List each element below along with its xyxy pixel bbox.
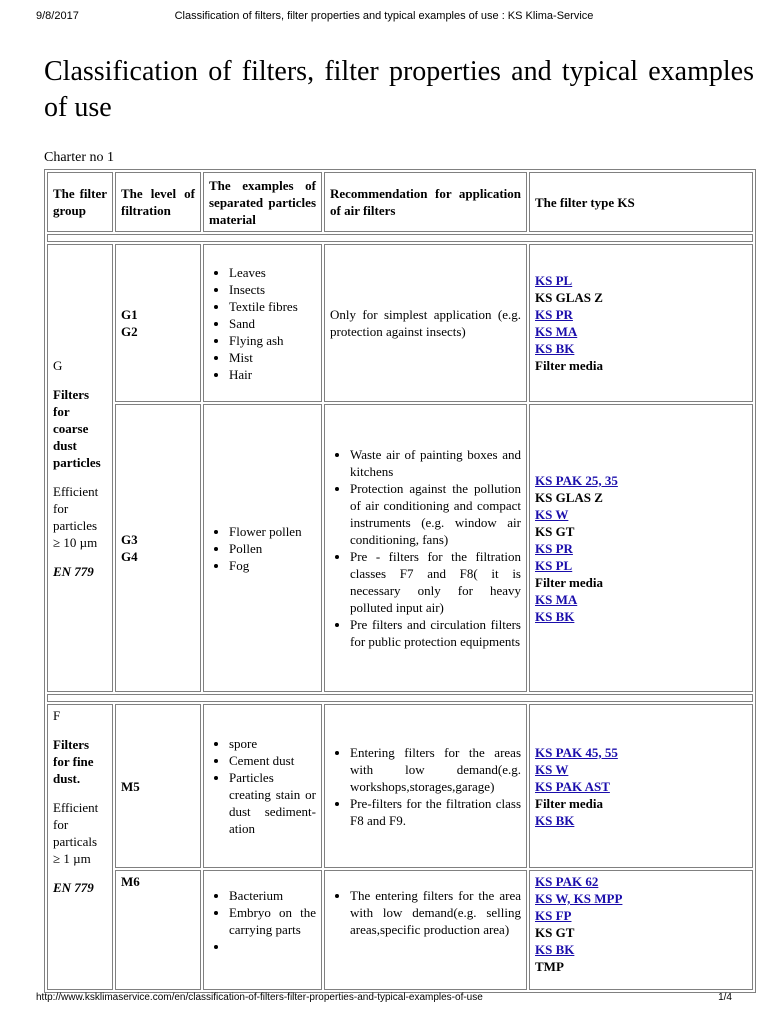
level-g1: G1 — [121, 307, 138, 322]
type-ks-glas-z: KS GLAS Z — [535, 290, 603, 305]
recommendation-cell — [324, 704, 527, 868]
type-tmp: TMP — [535, 959, 564, 974]
col-header-level: The level of filtration — [115, 172, 201, 232]
type-ks-glas-z: KS GLAS Z — [535, 489, 603, 505]
print-date: 9/8/2017 — [36, 10, 79, 22]
level-cell — [115, 244, 201, 402]
list-item: • Hair — [229, 366, 316, 383]
table-header-row — [47, 172, 753, 232]
particles-list — [209, 264, 316, 383]
group-g-cell — [47, 244, 113, 692]
charter-label: Charter no 1 — [44, 150, 114, 165]
link-ks-pak-62[interactable]: KS PAK 62 — [535, 874, 599, 889]
level-g2: G2 — [121, 324, 138, 339]
list-item: • Mist — [229, 349, 316, 366]
list-item: • Flower pollen — [229, 523, 316, 540]
list-item: • Particles creating stain or dust sediment-ation — [229, 769, 316, 837]
group-g-eff-size: ≥ 10 µm — [53, 534, 98, 550]
level-g3: G3 — [121, 532, 138, 547]
list-item: • Pre filters and circulation filters for public protection equipments — [350, 616, 521, 650]
footer-url: http://www.ksklimaservice.com/en/classification-of-filters-filter-properties-and-typical-examples-of-use — [36, 992, 483, 1003]
spacer-row — [47, 694, 753, 702]
group-f-eff-size: ≥ 1 µm — [53, 851, 91, 866]
type-filter-media: Filter media — [535, 795, 603, 811]
list-item: • Textile fibres — [229, 298, 316, 315]
link-ks-bk[interactable]: KS BK — [535, 812, 575, 828]
group-f-letter: F — [53, 708, 61, 723]
link-ks-pak-25-35[interactable]: KS PAK 25, 35 — [535, 472, 618, 488]
link-ks-pl[interactable]: KS PL — [535, 557, 573, 573]
filter-type-cell — [529, 704, 753, 868]
link-ks-w[interactable]: KS W — [535, 506, 569, 522]
group-f-efficiency — [53, 799, 107, 867]
print-page-title: Classification of filters, filter properties and typical examples of use : KS Klima-Service — [174, 10, 594, 22]
type-filter-media: Filter media — [535, 574, 603, 590]
group-g-letter: G — [53, 357, 63, 373]
link-ks-pl[interactable]: KS PL — [535, 273, 573, 288]
page-title: Classification of filters, filter properties and typical examples of use — [44, 56, 754, 123]
list-item: • Pre - filters for the filtration classes F7 and F8( it is necessary only for heavy polluted input air) — [350, 548, 521, 616]
particles-cell — [203, 404, 322, 692]
recommendation-cell: Only for simplest application (e.g. protection against insects) — [324, 244, 527, 402]
list-item: • Pre-filters for the filtration class F8 and F9. — [350, 795, 521, 829]
link-ks-ma[interactable]: KS MA — [535, 591, 578, 607]
filter-type-cell — [529, 244, 753, 402]
link-ks-bk[interactable]: KS BK — [535, 341, 575, 356]
filter-type-cell — [529, 404, 753, 692]
type-filter-media: Filter media — [535, 358, 603, 373]
list-item: • Fog — [229, 557, 316, 574]
group-g-description: Filters for coarse dust particles — [53, 386, 101, 470]
list-item: • Entering filters for the areas with low demand(e.g. workshops,storages,garage) — [350, 744, 521, 795]
list-item — [229, 938, 316, 955]
print-footer — [0, 992, 768, 1008]
list-item: • Embryo on the carrying parts — [229, 904, 316, 938]
list-item: • spore — [229, 735, 316, 752]
particles-cell — [203, 704, 322, 868]
list-item: • The entering filters for the area with low demand(e.g. selling areas,specific production area) — [350, 887, 521, 938]
link-ks-pak-ast[interactable]: KS PAK AST — [535, 778, 610, 794]
list-item: • Protection against the pollution of air conditioning and compact instruments (e.g. window air conditioning, fans) — [350, 480, 521, 548]
recommendation-cell — [324, 870, 527, 990]
list-item: • Flying ash — [229, 332, 316, 349]
col-header-group: The filter group — [47, 172, 113, 232]
group-g-eff-text: Efficient for particles — [53, 483, 99, 533]
link-ks-w[interactable]: KS W — [535, 761, 569, 777]
col-header-recommendation: Recommendation for application of air filters — [324, 172, 527, 232]
print-header — [0, 10, 768, 26]
list-item: • Insects — [229, 281, 316, 298]
particles-list — [209, 735, 316, 837]
level-cell: M5 — [115, 704, 201, 868]
list-item: • Bacterium — [229, 887, 316, 904]
spacer-row — [47, 234, 753, 242]
recommendation-list — [330, 744, 521, 829]
group-f-eff-text: Efficient for particals — [53, 800, 99, 849]
table-row — [47, 870, 753, 990]
link-ks-w-ks-mpp[interactable]: KS W, KS MPP — [535, 891, 623, 906]
recommendation-cell — [324, 404, 527, 692]
footer-page-number: 1/4 — [718, 992, 732, 1003]
type-ks-gt: KS GT — [535, 523, 575, 539]
particles-cell — [203, 244, 322, 402]
recommendation-list — [330, 446, 521, 650]
col-header-particles: The examples of separated particles material — [203, 172, 322, 232]
particles-cell — [203, 870, 322, 990]
type-ks-gt: KS GT — [535, 925, 575, 940]
list-item: • Pollen — [229, 540, 316, 557]
particles-list — [209, 887, 316, 955]
col-header-filter-type: The filter type KS — [529, 172, 753, 232]
level-cell — [115, 404, 201, 692]
particles-list — [209, 523, 316, 574]
link-ks-bk[interactable]: KS BK — [535, 608, 575, 624]
link-ks-pr[interactable]: KS PR — [535, 307, 573, 322]
level-cell: M6 — [115, 870, 201, 990]
list-item: • Sand — [229, 315, 316, 332]
spacer-cell — [47, 234, 753, 242]
level-g4: G4 — [121, 549, 138, 564]
filter-classification-table — [44, 169, 756, 993]
link-ks-ma[interactable]: KS MA — [535, 324, 578, 339]
table-row — [47, 244, 753, 402]
group-f-description: Filters for fine dust. — [53, 737, 94, 786]
group-g-efficiency — [53, 483, 107, 551]
spacer-cell — [47, 694, 753, 702]
group-f-norm: EN 779 — [53, 880, 94, 895]
group-f-cell — [47, 704, 113, 990]
list-item: • Leaves — [229, 264, 316, 281]
link-ks-pak-45-55[interactable]: KS PAK 45, 55 — [535, 744, 618, 760]
table-row — [47, 704, 753, 868]
recommendation-list — [330, 887, 521, 938]
group-g-norm: EN 779 — [53, 563, 94, 579]
list-item: • Cement dust — [229, 752, 316, 769]
link-ks-bk[interactable]: KS BK — [535, 942, 575, 957]
table-row — [47, 404, 753, 692]
list-item: • Waste air of painting boxes and kitchens — [350, 446, 521, 480]
link-ks-fp[interactable]: KS FP — [535, 908, 572, 923]
filter-type-cell — [529, 870, 753, 990]
link-ks-pr[interactable]: KS PR — [535, 540, 573, 556]
